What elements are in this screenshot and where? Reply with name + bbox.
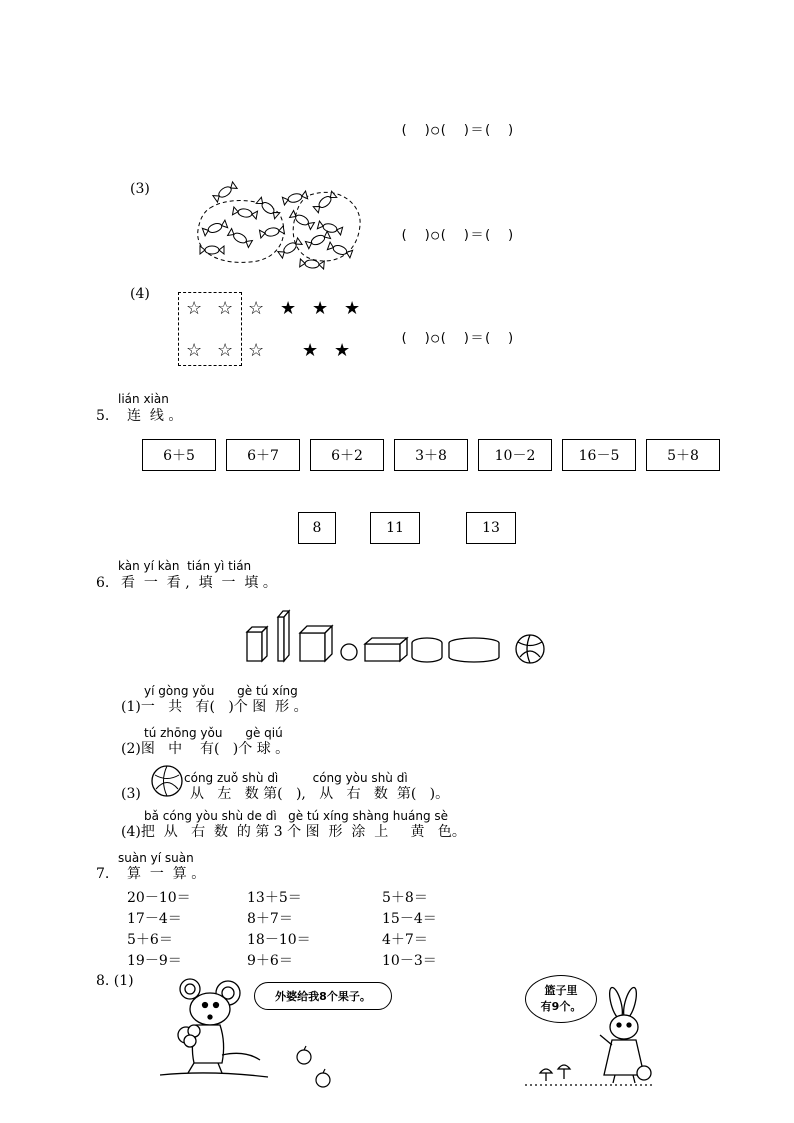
calc-item[interactable]: 13＋5＝ [247,890,302,906]
expression-box[interactable]: 10－2 [478,439,552,471]
calc-item[interactable]: 15－4＝ [382,911,437,927]
hollow-star-icon: ☆ [217,340,234,361]
calc-item[interactable]: 18－10＝ [247,932,311,948]
q8-label: 8. (1) [96,973,134,989]
calc-item[interactable]: 5＋6＝ [127,932,173,948]
question-4-label: (4) [130,286,150,302]
shapes-picture [240,605,555,667]
hollow-star-icon: ☆ [248,340,265,361]
q6-item3-pinyin: cóng zuǒ shù dì cóng yòu shù dì [184,771,408,785]
q6-item4-text: (4)把 从 右 数 的 第 3 个 图 形 涂 上 黄 色。 [121,824,466,840]
answer-box[interactable]: 11 [370,512,420,544]
solid-star-icon: ★ [302,340,319,361]
q5-number: 5. [96,408,110,424]
q6-title: 看 一 看 , 填 一 填 。 [121,575,277,591]
equation-blank-2[interactable]: ( )○( )＝( ) [400,123,515,138]
solid-star-icon: ★ [344,298,361,319]
rabbit-speech-line-2: 有9个。 [540,1000,582,1013]
q6-item2-text: (2)图 中 有( )个 球 。 [121,741,290,757]
q6-item2-pinyin: tú zhōng yǒu gè qiú [144,726,283,740]
q6-item1-pinyin: yí gòng yǒu gè tú xíng [144,684,298,698]
q6-item3-text: 从 左 数 第( ), 从 右 数 第( )。 [190,786,450,802]
equation-blank-3[interactable]: ( )○( )＝( ) [400,228,515,243]
solid-star-icon: ★ [334,340,351,361]
answer-box[interactable]: 8 [298,512,336,544]
hollow-star-icon: ☆ [248,298,265,319]
calc-item[interactable]: 19－9＝ [127,953,182,969]
fruit-icons [292,1040,336,1090]
equation-blank-4[interactable]: ( )○( )＝( ) [400,331,515,346]
expression-box[interactable]: 3＋8 [394,439,468,471]
expression-box[interactable]: 16－5 [562,439,636,471]
question-3-label: (3) [130,181,150,197]
calc-item[interactable]: 4＋7＝ [382,932,428,948]
q5-pinyin: lián xiàn [118,392,169,406]
solid-star-icon: ★ [280,298,297,319]
candy-picture [190,180,370,275]
calc-item[interactable]: 17－4＝ [127,911,182,927]
expression-box[interactable]: 5＋8 [646,439,720,471]
q6-item3-label: (3) [121,786,141,802]
q6-item1-text: (1)一 共 有( )个 图 形 。 [121,699,308,715]
calc-item[interactable]: 9＋6＝ [247,953,293,969]
calc-item[interactable]: 5＋8＝ [382,890,428,906]
hollow-star-icon: ☆ [217,298,234,319]
hollow-star-icon: ☆ [186,298,203,319]
q5-title: 连 线 。 [127,408,183,424]
mouse-speech-bubble: 外婆给我8个果子。 [254,982,392,1010]
calc-item[interactable]: 20－10＝ [127,890,191,906]
expression-box[interactable]: 6＋5 [142,439,216,471]
q7-title: 算 一 算 。 [127,866,206,882]
q6-item4-pinyin: bǎ cóng yòu shù de dì gè tú xíng shàng huáng sè [144,809,449,823]
ball-icon [150,764,184,798]
rabbit-illustration [520,985,660,1090]
expression-box[interactable]: 6＋2 [310,439,384,471]
q6-pinyin: kàn yí kàn tián yì tián [118,559,252,573]
q6-number: 6. [96,575,110,591]
calc-item[interactable]: 10－3＝ [382,953,437,969]
answer-box[interactable]: 13 [466,512,516,544]
hollow-star-icon: ☆ [186,340,203,361]
calc-item[interactable]: 8＋7＝ [247,911,293,927]
solid-star-icon: ★ [312,298,329,319]
rabbit-speech-line-1: 篮子里 [544,984,578,997]
q7-number: 7. [96,866,110,882]
expression-box[interactable]: 6＋7 [226,439,300,471]
q7-pinyin: suàn yí suàn [118,851,194,865]
